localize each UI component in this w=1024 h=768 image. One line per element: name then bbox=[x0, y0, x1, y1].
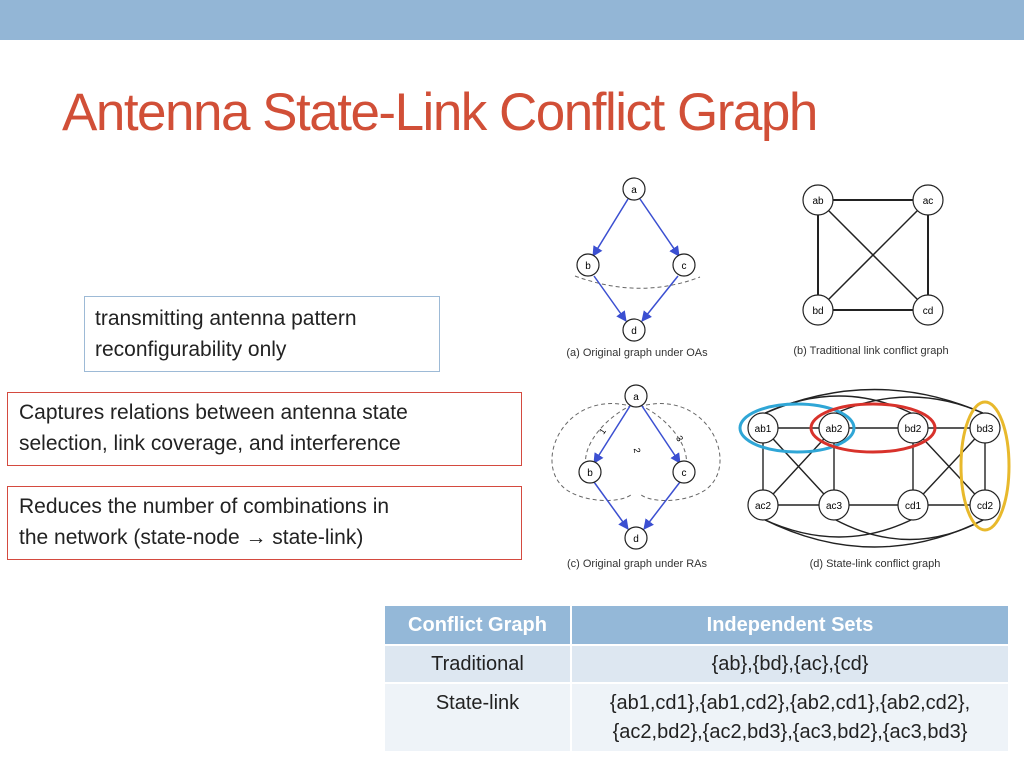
table-header-row bbox=[385, 606, 1008, 645]
node-label: ab2 bbox=[825, 424, 843, 435]
cell-graph: Traditional bbox=[385, 645, 571, 683]
cell-sets: {ab},{bd},{ac},{cd} bbox=[571, 645, 1008, 683]
column-header: Independent Sets bbox=[571, 606, 1008, 645]
edge-a-c bbox=[640, 199, 679, 256]
node-label: ac3 bbox=[825, 501, 843, 512]
note-line: selection, link coverage, and interference bbox=[19, 432, 401, 455]
caption-d: (d) State-link conflict graph bbox=[809, 558, 941, 570]
node-label: bd3 bbox=[976, 424, 994, 435]
edge-a-b bbox=[593, 199, 628, 256]
edge-a-b bbox=[594, 406, 630, 463]
node-label: bd bbox=[812, 306, 824, 317]
node-label: ab1 bbox=[754, 424, 772, 435]
table-row bbox=[385, 645, 1008, 683]
edge-c-d bbox=[644, 482, 680, 529]
edge-b-d bbox=[594, 482, 628, 529]
panel-a-original-graph-oas bbox=[566, 178, 708, 359]
node-label: a bbox=[631, 185, 637, 196]
note-line: reconfigurability only bbox=[95, 338, 287, 361]
edge-b-d bbox=[594, 276, 626, 321]
panel-b-traditional-conflict-graph bbox=[793, 185, 948, 357]
node-label: ac bbox=[922, 196, 934, 207]
caption-a: (a) Original graph under OAs bbox=[566, 347, 708, 359]
beam-label: 3 bbox=[674, 433, 686, 444]
node-label: bd2 bbox=[904, 424, 922, 435]
beam-right bbox=[640, 404, 720, 501]
note-line: Captures relations between antenna state bbox=[19, 401, 408, 424]
node-label: a bbox=[633, 392, 639, 403]
table-row bbox=[385, 683, 1008, 751]
edge-a-c bbox=[642, 406, 680, 463]
edge-c-d bbox=[642, 276, 678, 321]
node-label: cd1 bbox=[904, 501, 922, 512]
slide-title: Antenna State-Link Conflict Graph bbox=[62, 83, 817, 142]
panel-c-original-graph-ras bbox=[552, 385, 720, 570]
sets-line: {ab1,cd1},{ab1,cd2},{ab2,cd1},{ab2,cd2}, bbox=[609, 692, 971, 714]
node-label: b bbox=[585, 261, 591, 272]
node-label: ab bbox=[812, 196, 824, 207]
column-header: Conflict Graph bbox=[385, 606, 571, 645]
beam-label: 2 bbox=[631, 447, 643, 454]
note-line: transmitting antenna pattern bbox=[95, 307, 357, 330]
caption-b: (b) Traditional link conflict graph bbox=[793, 345, 949, 357]
cell-sets bbox=[571, 683, 1008, 751]
beam-left bbox=[552, 404, 632, 501]
node-label: ac2 bbox=[754, 501, 772, 512]
note-line: the network (state-node → state-link) bbox=[19, 526, 364, 549]
node-label: c bbox=[681, 468, 687, 479]
node-label: b bbox=[587, 468, 593, 479]
independent-sets-table bbox=[385, 606, 1008, 751]
note-line: Reduces the number of combinations in bbox=[19, 495, 390, 518]
sets-line: {ac2,bd2},{ac2,bd3},{ac3,bd2},{ac3,bd3} bbox=[612, 721, 968, 743]
interference-dashed bbox=[575, 276, 700, 288]
node-label: c bbox=[681, 261, 687, 272]
beam-label: 1 bbox=[597, 426, 609, 437]
cell-graph: State-link bbox=[385, 683, 571, 751]
node-label: cd2 bbox=[976, 501, 994, 512]
node-label: cd bbox=[922, 306, 934, 317]
caption-c: (c) Original graph under RAs bbox=[566, 558, 708, 570]
node-label: d bbox=[631, 326, 637, 337]
node-label: d bbox=[633, 534, 639, 545]
panel-d-state-link-conflict-graph bbox=[740, 390, 1009, 571]
